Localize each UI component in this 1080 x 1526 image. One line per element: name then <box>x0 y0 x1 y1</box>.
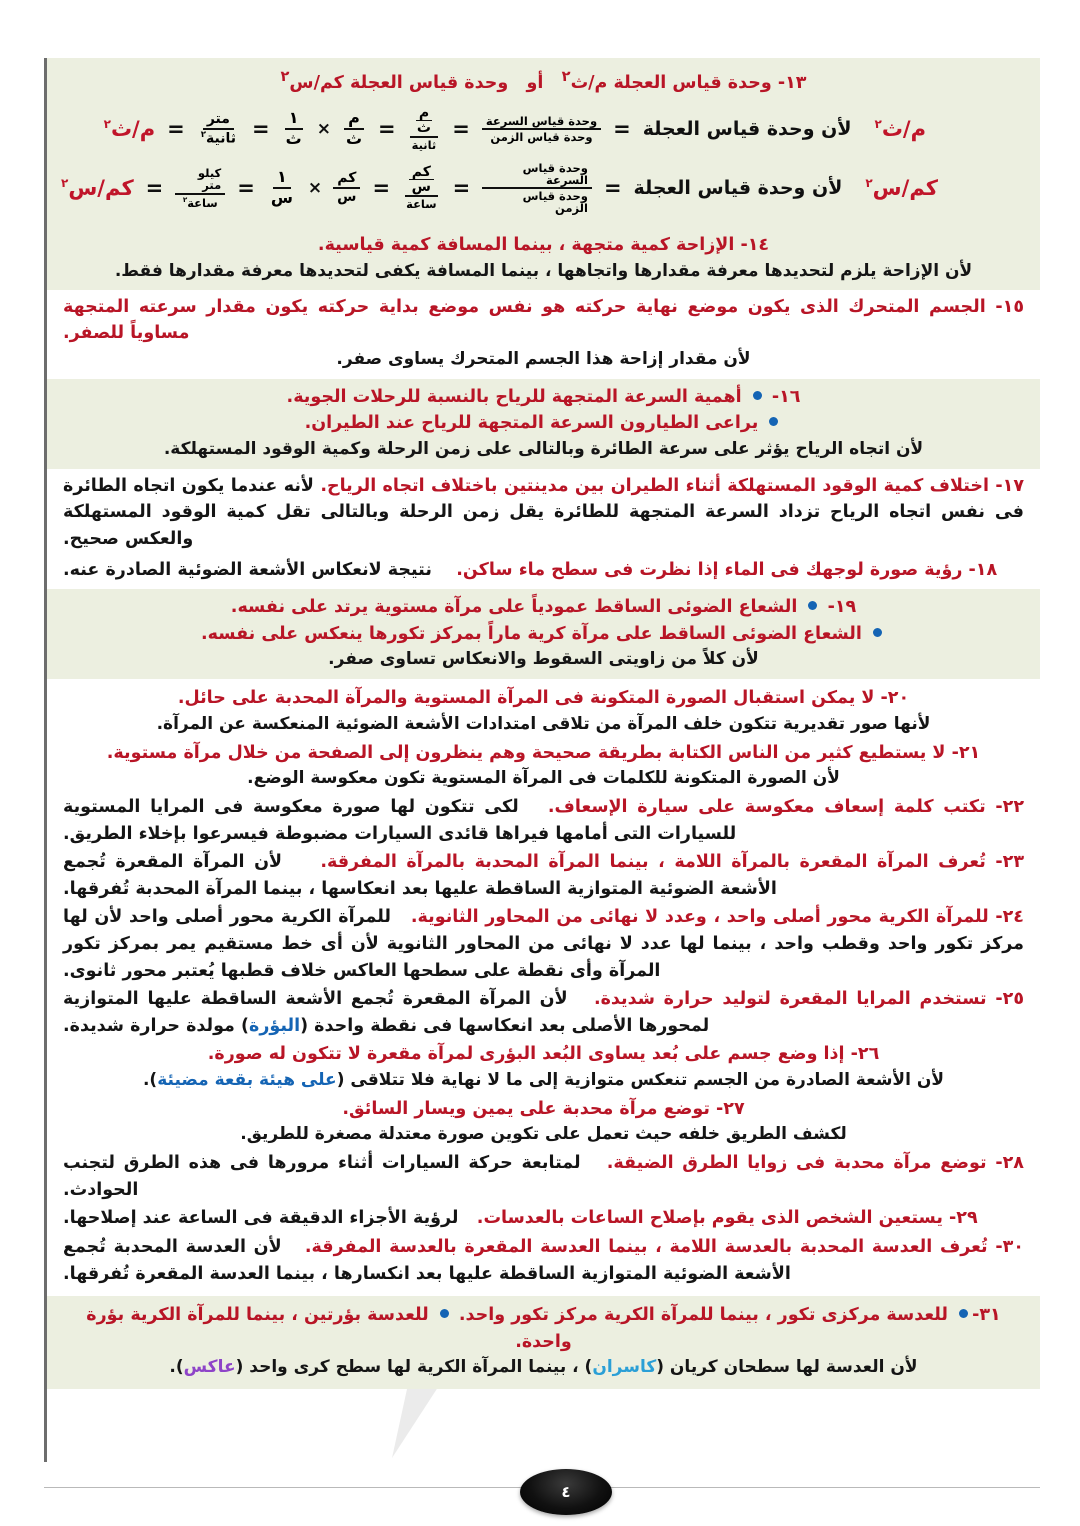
bullet-icon <box>808 601 817 610</box>
item-21 <box>47 739 1040 793</box>
equals-sign: = <box>372 175 391 200</box>
item-30-question: ٣٠- تُعرف العدسة المحدبة بالعدسة اللامة ، بينما العدسة المقعرة بالعدسة المفرقة. لأن العدسة المحدبة تُجمع الأشعة الضوئية المتوازية الساقطة عليها بعد انكسارها ، بينما العدسة المقعرة تُفرقها. <box>63 1237 1024 1284</box>
item-25-answer-highlight: البؤرة <box>248 1015 301 1036</box>
item-25-answer-pre: لأن المرآة المقعرة تُجمع الأشعة الساقطة عليها المتوازية لمحورها الأصلى بعد انعكاسها فى نقطة واحدة ( <box>63 989 710 1036</box>
section-item-17 <box>47 469 1040 555</box>
item-26-answer <box>63 1068 1024 1094</box>
equals-sign: = <box>378 117 396 142</box>
section-item-31 <box>47 1296 1040 1389</box>
item-30-answer: لأن العدسة المحدبة تُجمع الأشعة الضوئية المتوازية الساقطة عليها بعد انكسارها ، بينما العدسة المقعرة تُفرقها. <box>63 1237 791 1284</box>
item-13-sup1: ٢ <box>561 68 571 85</box>
item-14-question: ١٤- الإزاحة كمية متجهة ، بينما المسافة كمية قياسية. <box>317 235 770 256</box>
formula-row1-reason: لأن وحدة قياس العجلة <box>642 118 852 141</box>
item-31-answer-highlight-1: كاسران <box>592 1357 657 1378</box>
section-item-15 <box>47 290 1040 379</box>
item-31-answer-pre: لأن العدسة لها سطحان كريان ( <box>656 1357 918 1378</box>
equals-sign: = <box>167 117 185 142</box>
item-22-question: ٢٢- تكتب كلمة إسعاف معكوسة على سيارة الإسعاف. لكى تتكون لها صورة معكوسة فى المرايا المستوية للسيارات التى أمامها فيراها قائدى السيارات مضبوطة فيسرعوا بإخلاء الطريق. <box>63 797 1025 844</box>
bullet-icon <box>753 391 762 400</box>
item-13-sup2: ٢ <box>280 68 290 85</box>
equals-sign: = <box>237 175 255 200</box>
formula-row2-frac4: $\frac{١}{\text{س}}$ <box>270 167 293 207</box>
item-28-answer: لمتابعة حركة السيارات أثناء مرورها فى هذه الطرق لتجنب الحوادث. <box>63 1153 581 1200</box>
formula-row1-result-unit: م/ث$^٢$ <box>874 117 926 142</box>
formula-row2-final-unit: كم/س$^٢$ <box>61 175 134 200</box>
item-25 <box>47 985 1040 1040</box>
item-19-question-1: ١٩- الشعاع الضوئى الساقط عمودياً على مرآة مستوية يرتد على نفسه. <box>230 597 857 618</box>
item-25-question: ٢٥- تستخدم المرايا المقعرة لتوليد حرارة شديدة. لأن المرآة المقعرة تُجمع الأشعة الساقطة عليها المتوازية لمحورها الأصلى بعد انعكاسها فى نقطة واحدة (البؤرة) مولدة حرارة شديدة. <box>63 989 1025 1036</box>
item-23-question: ٢٣- تُعرف المرآة المقعرة بالمرآة اللامة ، بينما المرآة المحدبة بالمرآة المفرقة. لأن المرآة المقعرة تُجمع الأشعة الضوئية المتوازية الساقطة عليها بعد انعكاسها ، بينما المرآة المحدبة تُفرقها. <box>63 852 1025 899</box>
item-17-question: ١٧- اختلاف كمية الوقود المستهلكة أثناء الطيران بين مدينتين باختلاف اتجاه الرياح. لأنه عندما يكون اتجاه الطائرة فى نفس اتجاه الرياح تزداد السرعة المتجهة للطائرة يقل زمن الرحلة وبالتالى تقل كمية الوقود المستهلكة والعكس صحيح. <box>63 475 1025 549</box>
item-31-answer-mid: ) ، بينما المرآة الكرية لها سطح كرى واحد ( <box>235 1357 593 1378</box>
item-13-part1: وحدة قياس العجلة م/ث <box>570 72 772 93</box>
equals-sign: = <box>145 175 164 200</box>
multiply-sign: × <box>307 177 323 198</box>
item-24 <box>47 903 1040 985</box>
section-item-14 <box>47 228 1040 289</box>
equals-sign: = <box>603 175 622 200</box>
bullet-icon <box>769 417 778 426</box>
equals-sign: = <box>452 175 471 200</box>
equals-sign: = <box>613 117 631 142</box>
item-20-question: ٢٠- لا يمكن استقبال الصورة المتكونة فى المرآة المستوية والمرآة المحدبة على حائل. <box>177 688 910 709</box>
item-25-answer-post: ) مولدة حرارة شديدة. <box>63 1015 249 1036</box>
item-13-heading <box>61 66 1026 96</box>
item-31-answer-highlight-2: عاكس <box>183 1357 236 1378</box>
item-18-answer: نتيجة لانعكاس الأشعة الضوئية الصادرة عنه. <box>63 559 432 580</box>
equals-sign: = <box>452 117 470 142</box>
item-19-answer: لأن كلاً من زاويتى السقوط والانعكاس تساوى صفر. <box>328 649 759 670</box>
formula-row2-reason: لأن وحدة قياس العجلة <box>633 176 843 199</box>
formula-row1-frac2-inner: م ث <box>416 105 431 137</box>
section-items-20-30 <box>47 679 1040 1296</box>
item-23-answer: لأن المرآة المقعرة تُجمع الأشعة الضوئية المتوازية الساقطة عليها بعد انعكاسها ، بينما المرآة المحدبة تُفرقها. <box>63 852 777 899</box>
page-number-badge: ٤ <box>520 1469 612 1515</box>
item-15-question: ١٥- الجسم المتحرك الذى يكون موضع نهاية حركته هو نفس موضع بداية حركته يكون مقدار سرعته المتجهة مساوياً للصفر. <box>63 296 1025 344</box>
formula-row-km-per-h2 <box>61 162 1026 215</box>
formula-row2-frac3: $\frac{\text{كم}}{\text{س}}$ <box>333 171 360 205</box>
formula-row1-frac3: $\frac{\text{م}}{\text{ث}}$ <box>345 108 363 149</box>
item-28 <box>47 1149 1040 1204</box>
equals-sign: = <box>252 117 270 142</box>
item-15-answer: لأن مقدار إزاحة هذا الجسم المتحرك يساوى صفر. <box>336 348 751 369</box>
bullet-icon <box>873 628 882 637</box>
item-26-answer-highlight: على هيئة بقعة مضيئة <box>157 1069 337 1090</box>
multiply-sign: × <box>316 119 331 140</box>
item-16-question-2: يراعى الطيارون السرعة المتجهة للرياح عند الطيران. <box>63 410 1024 437</box>
item-31-question: ٣١- للعدسة مركزى تكور ، بينما للمرآة الكرية مركز تكور واحد. للعدسة بؤرتين ، بينما للمرآة الكرية بؤرة واحدة. <box>86 1305 1001 1352</box>
item-26 <box>47 1040 1040 1094</box>
item-26-answer-post: ). <box>142 1069 158 1090</box>
formula-row2-result-unit: كم/س$^٢$ <box>865 175 938 200</box>
item-14-answer: لأن الإزاحة يلزم لتحديدها معرفة مقدارها واتجاهها ، بينما المسافة يكفى لتحديدها معرفة مقدارها فقط. <box>114 260 973 281</box>
section-item-16 <box>47 379 1040 469</box>
formula-row2-frac5: $\frac{\text{كيلو متر}}{ساعة^٢}$ <box>175 167 225 208</box>
item-27-answer: لكشف الطريق خلفه حيث تعمل على تكوين صورة معتدلة مصغرة للطريق. <box>240 1124 847 1145</box>
page-sheet <box>44 58 1040 1462</box>
formula-row1-frac4: $\frac{١}{\text{ث}}$ <box>285 108 302 149</box>
item-21-answer: لأن الصورة المتكونة للكلمات فى المرآة المستوية تكون معكوسة الوضع. <box>247 768 840 789</box>
item-26-answer-pre: لأن الأشعة الصادرة من الجسم تنعكس متوازية إلى ما لا نهاية فلا تتلاقى ( <box>336 1069 945 1090</box>
item-17-answer: لأنه عندما يكون اتجاه الطائرة فى نفس اتجاه الرياح تزداد السرعة المتجهة للطائرة يقل زمن الرحلة وبالتالى تقل كمية الوقود المستهلكة والعكس صحيح. <box>63 475 1024 549</box>
bullet-icon <box>959 1309 968 1318</box>
item-20-answer: لأنها صور تقديرية تتكون خلف المرآة من تلاقى امتدادات الأشعة الضوئية المنعكسة عن المرآة. <box>156 713 931 734</box>
item-28-question: ٢٨- توضع مرآة محدبة فى زوايا الطرق الضيقة. لمتابعة حركة السيارات أثناء مرورها فى هذه الطرق لتجنب الحوادث. <box>63 1153 1024 1200</box>
formula-row2-frac1: $\frac{\text{وحدة قياس السرعة}}{\text{وحدة قياس الزمن}}$ <box>482 162 592 215</box>
item-20 <box>47 684 1040 738</box>
item-29-answer: لرؤية الأجزاء الدقيقة فى الساعة عند إصلاحها. <box>63 1208 459 1229</box>
item-30 <box>47 1233 1040 1288</box>
item-18-question: ١٨- رؤية صورة لوجهك فى الماء إذا نظرت فى سطح ماء ساكن. نتيجة لانعكاس الأشعة الضوئية الصادرة عنه. <box>63 559 998 580</box>
formula-row1-frac2: م ث ثانية <box>411 105 437 153</box>
item-22 <box>47 793 1040 848</box>
item-24-question: ٢٤- للمرآة الكرية محور أصلى واحد ، وعدد لا نهائى من المحاور الثانوية. للمرآة الكرية محور أصلى واحد لأن لها مركز تكور واحد وقطب واحد ، بينما لها عدد لا نهائى من المحاور الثانوية لأن أى خط مستقيم يمر بمركز تكور المرآة وأى نقطة على سطحها العاكس خلاف قطبها يُعتبر محور ثانوى. <box>63 907 1024 981</box>
item-23 <box>47 848 1040 903</box>
item-13-part2: وحدة قياس العجلة كم/س <box>289 72 509 93</box>
formula-row2-frac2: كم س ساعة <box>406 164 437 212</box>
formula-row-m-per-s2 <box>61 106 1026 151</box>
item-13-connector: أو <box>526 72 544 93</box>
item-31-answer-post: ). <box>169 1357 184 1378</box>
formula-row2-frac2-inner: كم س <box>409 165 434 194</box>
section-item-13 <box>47 58 1040 228</box>
item-22-answer: لكى تتكون لها صورة معكوسة فى المرايا المستوية للسيارات التى أمامها فيراها قائدى السيارات مضبوطة فيسرعوا بإخلاء الطريق. <box>63 797 737 844</box>
formula-row1-final-unit: م/ث$^٢$ <box>103 117 156 142</box>
page-footer <box>44 1468 1040 1526</box>
section-item-19 <box>47 589 1040 679</box>
item-19-question-2: الشعاع الضوئى الساقط على مرآة كرية ماراً بمركز تكورها ينعكس على نفسه. <box>63 621 1024 648</box>
item-13-number: ١٣- <box>777 72 807 93</box>
formula-row1-frac1: $\frac{\text{وحدة قياس السرعة}}{\text{وحدة قياس الزمن}}$ <box>482 115 601 143</box>
item-27-question: ٢٧- توضع مرآة محدبة على يمين ويسار السائق. <box>342 1098 745 1119</box>
item-26-question: ٢٦- إذا وضع جسم على بُعد يساوى البُعد البؤرى لمرآة مقعرة لا تتكون له صورة. <box>207 1044 880 1065</box>
item-27 <box>47 1095 1040 1149</box>
item-29-question: ٢٩- يستعين الشخص الذى يقوم بإصلاح الساعات بالعدسات. لرؤية الأجزاء الدقيقة فى الساعة عند إصلاحها. <box>63 1208 978 1229</box>
section-item-18 <box>47 555 1040 590</box>
document-content <box>47 58 1040 1389</box>
item-24-answer: للمرآة الكرية محور أصلى واحد لأن لها مركز تكور واحد وقطب واحد ، بينما لها عدد لا نهائى من المحاور الثانوية لأن أى خط مستقيم يمر بمركز تكور المرآة وأى نقطة على سطحها العاكس خلاف قطبها يُعتبر محور ثانوى. <box>63 907 1024 981</box>
item-16-answer: لأن اتجاه الرياح يؤثر على سرعة الطائرة وبالتالى على زمن الرحلة وكمية الوقود المستهلكة. <box>163 438 924 459</box>
bullet-icon <box>440 1309 449 1318</box>
item-31-answer <box>63 1355 1024 1381</box>
formula-row1-frac5: $\frac{\text{متر}}{ثانية^٢}$ <box>200 110 236 147</box>
item-29 <box>47 1204 1040 1233</box>
item-21-question: ٢١- لا يستطيع كثير من الناس الكتابة بطريقة صحيحة وهم ينظرون إلى الصفحة من خلال مرآة مستوية. <box>106 742 981 763</box>
item-16-question-1: ١٦- أهمية السرعة المتجهة للرياح بالنسبة للرحلات الجوية. <box>286 386 801 407</box>
